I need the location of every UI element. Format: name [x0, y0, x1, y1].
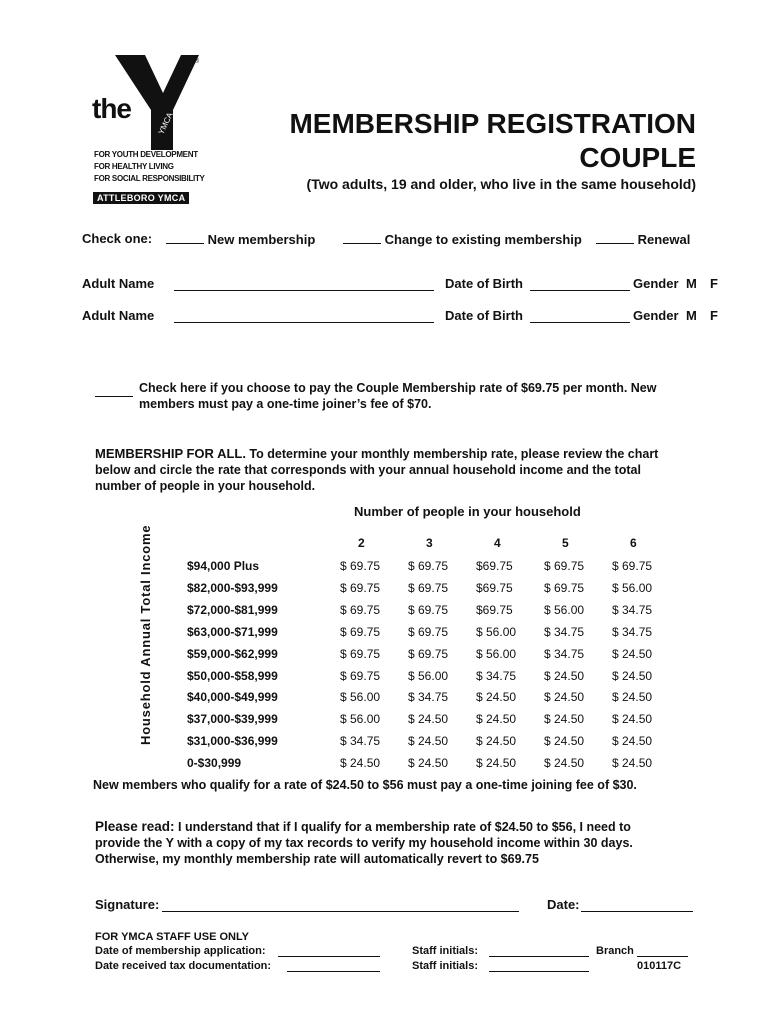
option-change-membership[interactable]	[343, 231, 582, 247]
date-label: Date:	[547, 897, 580, 912]
gender-f-2[interactable]: F	[710, 308, 718, 323]
page-title: MEMBERSHIP REGISTRATION	[289, 108, 696, 139]
couple-rate-checkbox[interactable]	[95, 384, 133, 397]
income-row-label: $50,000-$58,999	[187, 669, 278, 683]
rate-cell[interactable]: $ 56.00	[340, 690, 381, 704]
option-new-membership[interactable]	[166, 231, 315, 247]
staff-app-date-field[interactable]	[278, 945, 380, 957]
rate-cell[interactable]: $ 69.75	[340, 669, 381, 683]
please-read-heading: Please read:	[95, 819, 175, 834]
rate-cell[interactable]: $ 34.75	[340, 734, 381, 748]
income-row-label: $72,000-$81,999	[187, 603, 278, 617]
signature-label: Signature:	[95, 897, 160, 912]
gender-f-1[interactable]: F	[710, 276, 718, 291]
rate-cell[interactable]: $ 34.75	[544, 625, 585, 639]
rate-cell[interactable]: $ 24.50	[612, 756, 653, 770]
staff-app-date-label: Date of membership application:	[95, 945, 266, 957]
membership-for-all-heading: MEMBERSHIP FOR ALL.	[95, 446, 246, 461]
rate-cell[interactable]: $ 24.50	[544, 734, 585, 748]
income-row-label: $40,000-$49,999	[187, 690, 278, 704]
rate-cell[interactable]: $ 24.50	[476, 734, 517, 748]
rate-cell[interactable]: $ 24.50	[612, 734, 653, 748]
column-header: 6	[630, 536, 637, 550]
tagline-3: FOR SOCIAL RESPONSIBILITY	[94, 174, 205, 183]
dob-label-2: Date of Birth	[445, 308, 523, 323]
membership-for-all-line-3: number of people in your household.	[95, 479, 316, 493]
couple-rate-line-2: members must pay a one-time joiner’s fee of $70.	[139, 397, 432, 411]
gender-m-1[interactable]: M	[686, 276, 697, 291]
please-read-line-2: provide the Y with a copy of my tax records to verify my household income within 30 days.	[95, 836, 633, 850]
income-row-label: $82,000-$93,999	[187, 581, 278, 595]
rate-cell[interactable]: $ 69.75	[340, 603, 381, 617]
branch-badge: ATTLEBORO YMCA	[93, 192, 189, 204]
rate-cell[interactable]: $ 24.50	[612, 712, 653, 726]
staff-heading: FOR YMCA STAFF USE ONLY	[95, 931, 250, 943]
rate-cell[interactable]: $ 24.50	[544, 712, 585, 726]
staff-initials-label-2: Staff initials:	[412, 960, 479, 972]
rate-cell[interactable]: $ 69.75	[408, 625, 449, 639]
adult-name-field-1[interactable]	[174, 278, 434, 291]
rate-cell[interactable]: $ 56.00	[544, 603, 585, 617]
table-column-title: Number of people in your household	[354, 504, 581, 519]
staff-branch-label: Branch	[596, 945, 634, 957]
dob-field-2[interactable]	[530, 310, 630, 323]
rate-cell[interactable]: $ 69.75	[408, 559, 449, 573]
rate-cell[interactable]: $ 56.00	[612, 581, 653, 595]
please-read-text-1: I understand that if I qualify for a membership rate of $24.50 to $56, I need to	[174, 820, 631, 834]
date-field[interactable]	[581, 899, 693, 912]
gender-label-1: Gender	[633, 276, 679, 291]
option-renewal[interactable]	[596, 231, 690, 247]
rate-cell[interactable]: $ 24.50	[476, 690, 517, 704]
rate-cell[interactable]: $ 24.50	[408, 756, 449, 770]
income-row-label: $94,000 Plus	[187, 559, 260, 573]
rate-cell[interactable]: $ 69.75	[408, 647, 449, 661]
couple-rate-line-1: Check here if you choose to pay the Couple Membership rate of $69.75 per month. New	[139, 381, 657, 395]
rate-cell[interactable]: $ 34.75	[612, 625, 653, 639]
signature-field[interactable]	[162, 899, 519, 912]
rate-cell[interactable]: $ 69.75	[544, 559, 585, 573]
registered-mark: ®	[194, 58, 200, 65]
adult-name-label-1: Adult Name	[82, 276, 155, 291]
rate-cell[interactable]: $ 34.75	[544, 647, 585, 661]
rate-cell[interactable]: $ 24.50	[612, 669, 653, 683]
rate-cell[interactable]: $ 34.75	[476, 669, 517, 683]
option-label: New membership	[207, 232, 316, 247]
dob-field-1[interactable]	[530, 278, 630, 291]
joining-fee-note: New members who qualify for a rate of $24.50 to $56 must pay a one-time joining fee of $30.	[93, 778, 637, 792]
logo-the-text: the	[92, 93, 131, 124]
rate-cell[interactable]: $ 69.75	[408, 581, 449, 595]
membership-for-all-line-2: below and circle the rate that corresponds with your annual household income and the total	[95, 463, 641, 477]
adult-name-field-2[interactable]	[174, 310, 434, 323]
rate-cell[interactable]: $ 69.75	[340, 625, 381, 639]
rate-cell[interactable]: $ 69.75	[408, 603, 449, 617]
rate-cell[interactable]: $ 56.00	[340, 712, 381, 726]
form-code: 010117C	[637, 960, 682, 972]
gender-label-2: Gender	[633, 308, 679, 323]
staff-tax-date-field[interactable]	[287, 960, 380, 972]
staff-initials-field-1[interactable]	[489, 945, 589, 957]
please-read-line-3: Otherwise, my monthly membership rate will automatically revert to $69.75	[95, 852, 539, 866]
page-subtitle: (Two adults, 19 and older, who live in the same household)	[306, 176, 696, 192]
rate-cell[interactable]: $ 24.50	[612, 647, 653, 661]
page-title-couple: COUPLE	[579, 142, 696, 173]
rate-cell[interactable]: $ 24.50	[544, 669, 585, 683]
column-header: 5	[562, 536, 569, 550]
ymca-vertical-text: YMCA	[156, 111, 175, 136]
staff-initials-field-2[interactable]	[489, 960, 589, 972]
income-row-label: $37,000-$39,999	[187, 712, 278, 726]
income-row-label: 0-$30,999	[187, 756, 242, 770]
staff-branch-field[interactable]	[637, 945, 688, 957]
option-label: Renewal	[637, 232, 691, 247]
rate-cell[interactable]: $ 69.75	[340, 581, 381, 595]
rate-cell[interactable]: $69.75	[476, 559, 513, 573]
rate-cell[interactable]: $ 24.50	[544, 690, 585, 704]
rate-cell[interactable]: $69.75	[476, 581, 513, 595]
staff-tax-date-label: Date received tax documentation:	[95, 960, 272, 972]
rate-cell[interactable]: $ 24.50	[544, 756, 585, 770]
rate-cell[interactable]: $ 69.75	[544, 581, 585, 595]
rate-cell[interactable]: $ 56.00	[476, 647, 517, 661]
table-row-title: Household Annual Total Income	[138, 524, 153, 745]
rate-cell[interactable]: $ 69.75	[612, 559, 653, 573]
rate-cell[interactable]: $69.75	[476, 603, 513, 617]
column-header: 3	[426, 536, 433, 550]
tagline-2: FOR HEALTHY LIVING	[94, 162, 174, 171]
dob-label-1: Date of Birth	[445, 276, 523, 291]
please-read-line-1	[95, 819, 631, 835]
rate-cell[interactable]: $ 56.00	[476, 625, 517, 639]
rate-cell[interactable]: $ 56.00	[408, 669, 449, 683]
column-header: 4	[494, 536, 501, 550]
rate-cell[interactable]: $ 24.50	[612, 690, 653, 704]
adult-name-label-2: Adult Name	[82, 308, 155, 323]
rate-cell[interactable]: $ 34.75	[612, 603, 653, 617]
checkbox-line[interactable]	[596, 231, 634, 244]
gender-m-2[interactable]: M	[686, 308, 697, 323]
rate-cell[interactable]: $ 24.50	[408, 712, 449, 726]
rate-cell[interactable]: $ 24.50	[476, 712, 517, 726]
rate-cell[interactable]: $ 24.50	[476, 756, 517, 770]
checkbox-line[interactable]	[343, 231, 381, 244]
column-header: 2	[358, 536, 365, 550]
rate-cell[interactable]: $ 69.75	[340, 647, 381, 661]
income-row-label: $59,000-$62,999	[187, 647, 278, 661]
option-label: Change to existing membership	[384, 232, 582, 247]
membership-for-all-text-1: To determine your monthly membership rate, please review the chart	[245, 447, 659, 461]
rate-cell[interactable]: $ 24.50	[340, 756, 381, 770]
rate-cell[interactable]: $ 24.50	[408, 734, 449, 748]
rate-cell[interactable]: $ 69.75	[340, 559, 381, 573]
rate-cell[interactable]: $ 34.75	[408, 690, 449, 704]
membership-for-all-line-1	[95, 446, 658, 462]
checkbox-line[interactable]	[166, 231, 204, 244]
tagline-1: FOR YOUTH DEVELOPMENT	[94, 150, 198, 159]
staff-initials-label-1: Staff initials:	[412, 945, 479, 957]
check-one-label: Check one:	[82, 231, 153, 246]
income-row-label: $31,000-$36,999	[187, 734, 278, 748]
income-row-label: $63,000-$71,999	[187, 625, 278, 639]
